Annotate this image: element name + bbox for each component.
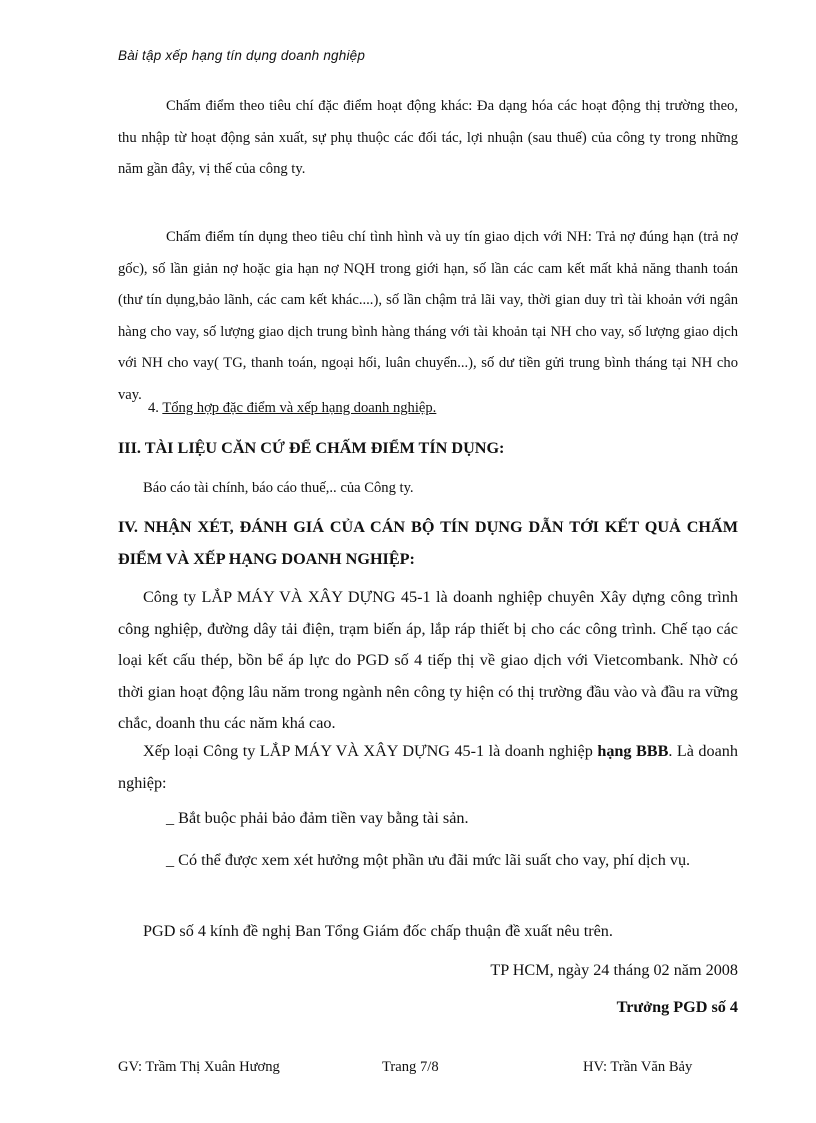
bullet-collateral: _ Bắt buộc phải bảo đảm tiền vay bằng tài sản. bbox=[166, 809, 469, 827]
paragraph-company-description: Công ty LẮP MÁY VÀ XÂY DỰNG 45-1 là doanh nghiệp chuyên Xây dựng công trình công nghiệp, đường dây tải điện, trạm biến áp, lắp ráp thiết bị cho các công trình. Chế tạo các loại kết cấu thép, bồn bể áp lực do PGD số 4 tiếp thị về giao dịch với Vietcombank. Nhờ có thời gian hoạt động lâu năm trong ngành nên công ty hiện có thị trường đầu vào và đầu ra vững chắc, doanh thu các năm khá cao. bbox=[118, 588, 738, 732]
signature-title: Trưởng PGD số 4 bbox=[616, 998, 738, 1016]
bullet-incentive: _ Có thể được xem xét hưởng một phần ưu đãi mức lãi suất cho vay, phí dịch vụ. bbox=[166, 851, 691, 869]
footer-page-number: Trang 7/8 bbox=[382, 1059, 439, 1075]
rating-grade: hạng BBB bbox=[597, 742, 669, 760]
footer-student: HV: Trần Văn Bảy bbox=[583, 1059, 693, 1075]
paragraph-rating bbox=[118, 736, 738, 799]
paragraph-activity-criteria: Chấm điểm theo tiêu chí đặc điểm hoạt động khác: Đa dạng hóa các hoạt động thị trường theo, thu nhập từ hoạt động sản xuất, sự phụ thuộc các đối tác, lợi nhuận (sau thuế) của công ty trong những năm gần đây, vị thế của công ty. bbox=[118, 98, 738, 177]
date-line: TP HCM, ngày 24 tháng 02 năm 2008 bbox=[490, 961, 738, 979]
section-4-heading: IV. NHẬN XÉT, ĐÁNH GIÁ CỦA CÁN BỘ TÍN DỤNG DẪN TỚI KẾT QUẢ CHẤM ĐIỂM VÀ XẾP HẠNG DOANH NGHIỆP: bbox=[118, 518, 738, 568]
item-4-number: 4. bbox=[148, 400, 159, 416]
header-title: Bài tập xếp hạng tín dụng doanh nghiệp bbox=[118, 48, 366, 63]
footer-lecturer: GV: Trầm Thị Xuân Hương bbox=[118, 1059, 280, 1075]
rating-text-after: . Là doanh nghiệp: bbox=[118, 742, 738, 792]
item-4-heading bbox=[148, 398, 436, 418]
section-3-heading: III. TÀI LIỆU CĂN CỨ ĐỂ CHẤM ĐIỂM TÍN DỤNG: bbox=[118, 439, 505, 457]
rating-text-before: Xếp loại Công ty LẮP MÁY VÀ XÂY DỰNG 45-1 là doanh nghiệp bbox=[143, 742, 598, 760]
paragraph-proposal: PGD số 4 kính đề nghị Ban Tổng Giám đốc chấp thuận đề xuất nêu trên. bbox=[143, 922, 613, 940]
paragraph-documents: Báo cáo tài chính, báo cáo thuế,.. của Công ty. bbox=[143, 480, 414, 496]
paragraph-credit-criteria: Chấm điểm tín dụng theo tiêu chí tình hình và uy tín giao dịch với NH: Trả nợ đúng hạn (trả nợ gốc), số lần giản nợ hoặc gia hạn nợ NQH trong giới hạn, số lần các cam kết mất khả năng thanh toán (thư tín dụng,bảo lãnh, các cam kết khác....), số lần chậm trả lãi vay, thời gian duy trì tài khoản với ngân hàng cho vay, số lượng giao dịch trung bình hàng tháng với tài khoản tại NH cho vay, số lượng giao dịch với NH cho vay( TG, thanh toán, ngoại hối, luân chuyển...), số dư tiền gửi trung bình tháng tại NH cho vay. bbox=[118, 229, 738, 403]
item-4-text: Tổng hợp đặc điểm và xếp hạng doanh nghiệp. bbox=[162, 400, 437, 416]
